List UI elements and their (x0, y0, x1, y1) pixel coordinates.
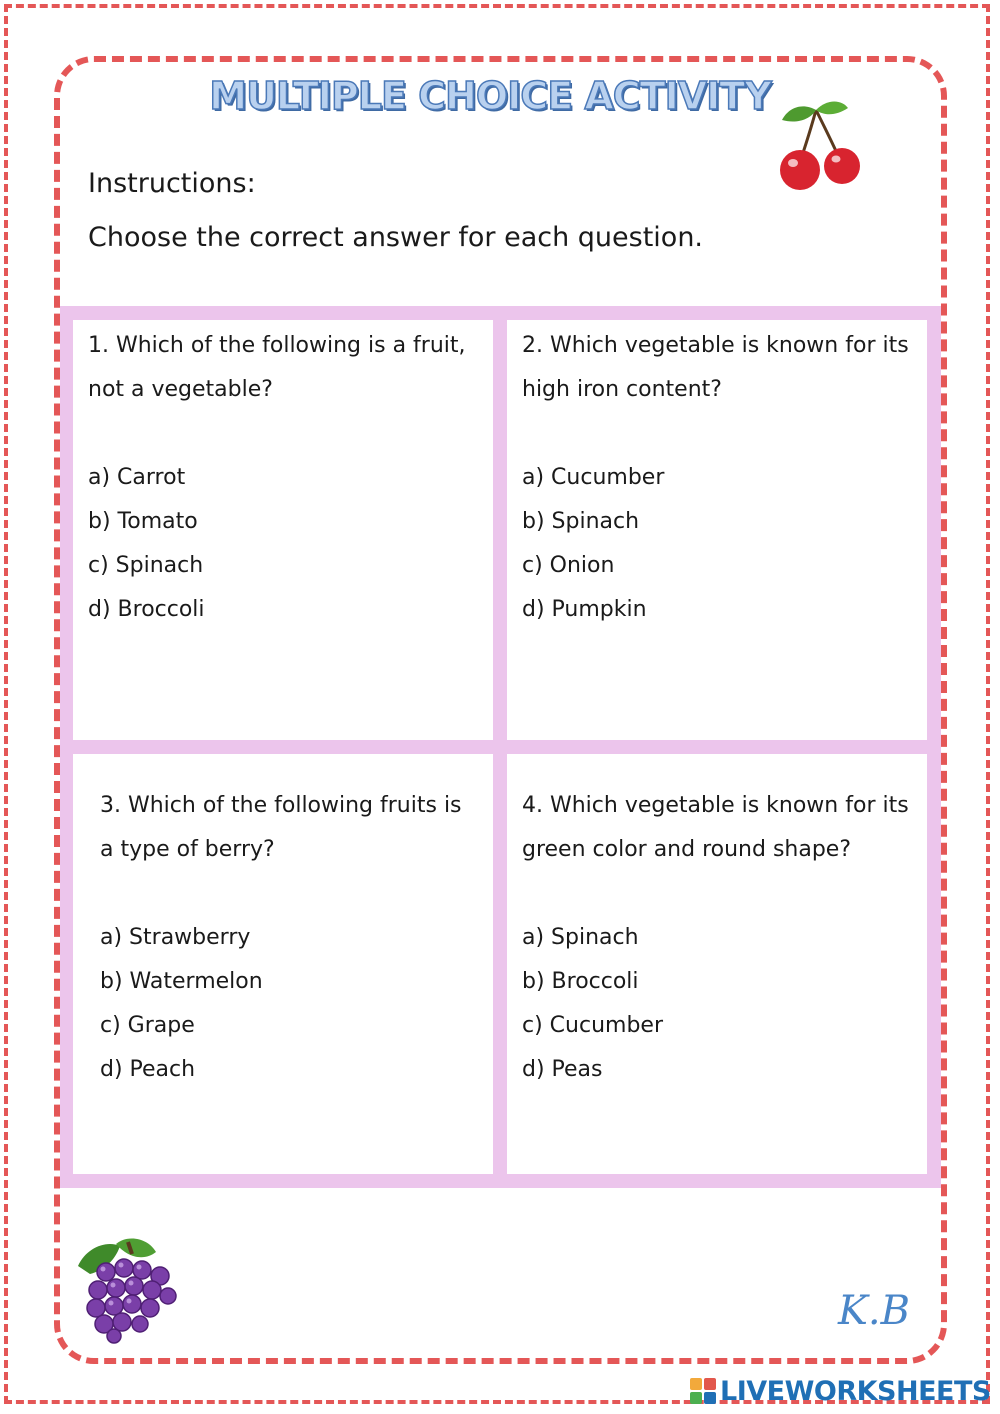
answer-option-d[interactable]: d) Pumpkin (522, 597, 647, 622)
answer-option-c[interactable]: c) Grape (100, 1013, 195, 1038)
instructions-heading: Instructions: (88, 168, 256, 199)
answer-option-b[interactable]: b) Tomato (88, 509, 198, 534)
answer-option-d[interactable]: d) Peas (522, 1057, 603, 1082)
instructions-text: Choose the correct answer for each question. (88, 222, 704, 253)
answer-option-a[interactable]: a) Cucumber (522, 465, 665, 490)
question-card-3 (73, 754, 493, 1174)
answer-option-b[interactable]: b) Broccoli (522, 969, 639, 994)
question-text: 1. Which of the following is a fruit, not a vegetable? (88, 333, 466, 402)
liveworksheets-wordmark: LIVEWORKSHEETS (720, 1375, 991, 1407)
question-text: 2. Which vegetable is known for its high iron content? (522, 333, 909, 402)
answer-option-d[interactable]: d) Peach (100, 1057, 196, 1082)
question-card-4 (507, 754, 927, 1174)
answer-option-b[interactable]: b) Watermelon (100, 969, 263, 994)
question-text: 4. Which vegetable is known for its green color and round shape? (522, 793, 909, 862)
liveworksheets-logo[interactable] (690, 1372, 991, 1410)
question-card-2 (507, 320, 927, 740)
answer-option-c[interactable]: c) Spinach (88, 553, 204, 578)
question-text: 3. Which of the following fruits is a type of berry? (100, 793, 462, 862)
page-title: MULTIPLE CHOICE ACTIVITY (209, 74, 771, 118)
answer-option-b[interactable]: b) Spinach (522, 509, 640, 534)
questions-grid (60, 306, 941, 1188)
author-signature: K.B (838, 1288, 910, 1334)
answer-option-a[interactable]: a) Spinach (522, 925, 639, 950)
answer-option-c[interactable]: c) Onion (522, 553, 615, 578)
answer-option-c[interactable]: c) Cucumber (522, 1013, 663, 1038)
answer-option-d[interactable]: d) Broccoli (88, 597, 205, 622)
grapes-icon (76, 1236, 180, 1344)
question-card-1 (73, 320, 493, 740)
liveworksheets-logo-icon (690, 1378, 716, 1404)
answer-option-a[interactable]: a) Strawberry (100, 925, 251, 950)
answer-option-a[interactable]: a) Carrot (88, 465, 186, 490)
cherries-icon (776, 96, 868, 192)
